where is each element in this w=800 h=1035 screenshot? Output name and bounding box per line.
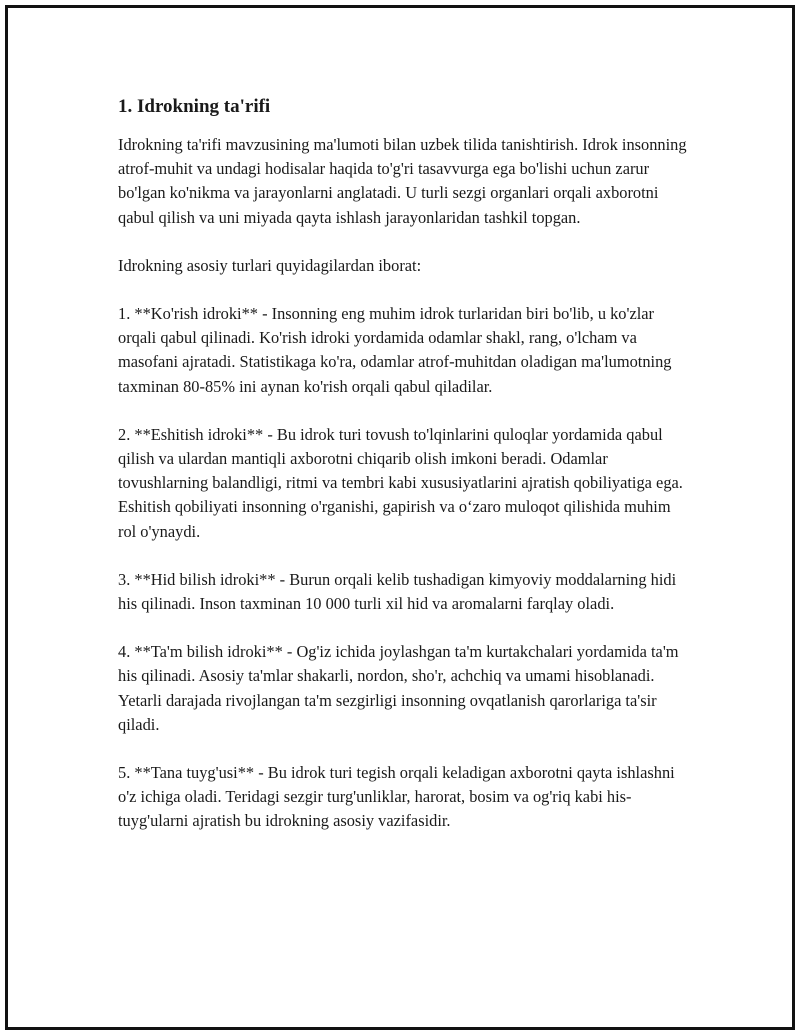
taste-perception-paragraph: 4. **Ta'm bilish idroki** - Og'iz ichida joylashgan ta'm kurtakchalari yordamida ta'm his qilinadi. Asosiy ta'mlar shakarli, nordon, sho'r, achchiq va umami hisoblanadi. Yetarli darajada rivojlangan ta'm sezgirligi insonning ovqatlanish qarorlariga ta'sir qiladi. bbox=[118, 642, 679, 734]
document-body bbox=[118, 94, 688, 858]
intro-paragraph: Idrokning ta'rifi mavzusining ma'lumoti bilan uzbek tilida tanishtirish. Idrok insonning atrof-muhit va undagi hodisalar haqida to'g'ri tasavvurga ega bo'lishi uchun zarur bo'lgan ko'nikma va jarayonlarni anglatadi. U turli sezgi organlari orqali axborotni qabul qilish va uni miyada qayta ishlash jarayonlaridan tashkil topgan. bbox=[118, 135, 687, 227]
section-title: 1. Idrokning ta'rifi bbox=[118, 96, 271, 117]
visual-perception-paragraph: 1. **Ko'rish idroki** - Insonning eng muhim idrok turlaridan biri bo'lib, u ko'zlar orqali qabul qilinadi. Ko'rish idroki yordamida odamlar shakl, rang, o'lcham va masofani ajratadi. Statistikaga ko'ra, odamlar atrof-muhitdan oladigan ma'lumotning taxminan 80-85% ini aynan ko'rish orqali qabul qiladilar. bbox=[118, 304, 672, 396]
smell-perception-paragraph: 3. **Hid bilish idroki** - Burun orqali kelib tushadigan kimyoviy moddalarning hidi his qilinadi. Inson taxminan 10 000 turli xil hid va aromalarni farqlay oladi. bbox=[118, 569, 677, 614]
auditory-perception-paragraph: 2. **Eshitish idroki** - Bu idrok turi tovush to'lqinlarini quloqlar yordamida qabul qilish va ulardan mantiqli axborotni chiqarib olish imkoni beradi. Odamlar tovushlarning balandligi, ritmi va tembri kabi xususiyatlarini ajratish qobiliyatiga ega. Eshitish qobiliyati insonning o'rganishi, gapirish va o‘zaro muloqot qilishida muhim rol o'ynaydi. bbox=[118, 424, 683, 541]
types-lead-paragraph: Idrokning asosiy turlari quyidagilardan iborat: bbox=[118, 255, 422, 275]
touch-perception-paragraph: 5. **Tana tuyg'usi** - Bu idrok turi tegish orqali keladigan axborotni qayta ishlashni o'z ichiga oladi. Teridagi sezgir turg'unliklar, harorat, bosim va og'riq kabi his-tuyg'ularni ajratish bu idrokning asosiy vazifasidir. bbox=[118, 763, 675, 831]
